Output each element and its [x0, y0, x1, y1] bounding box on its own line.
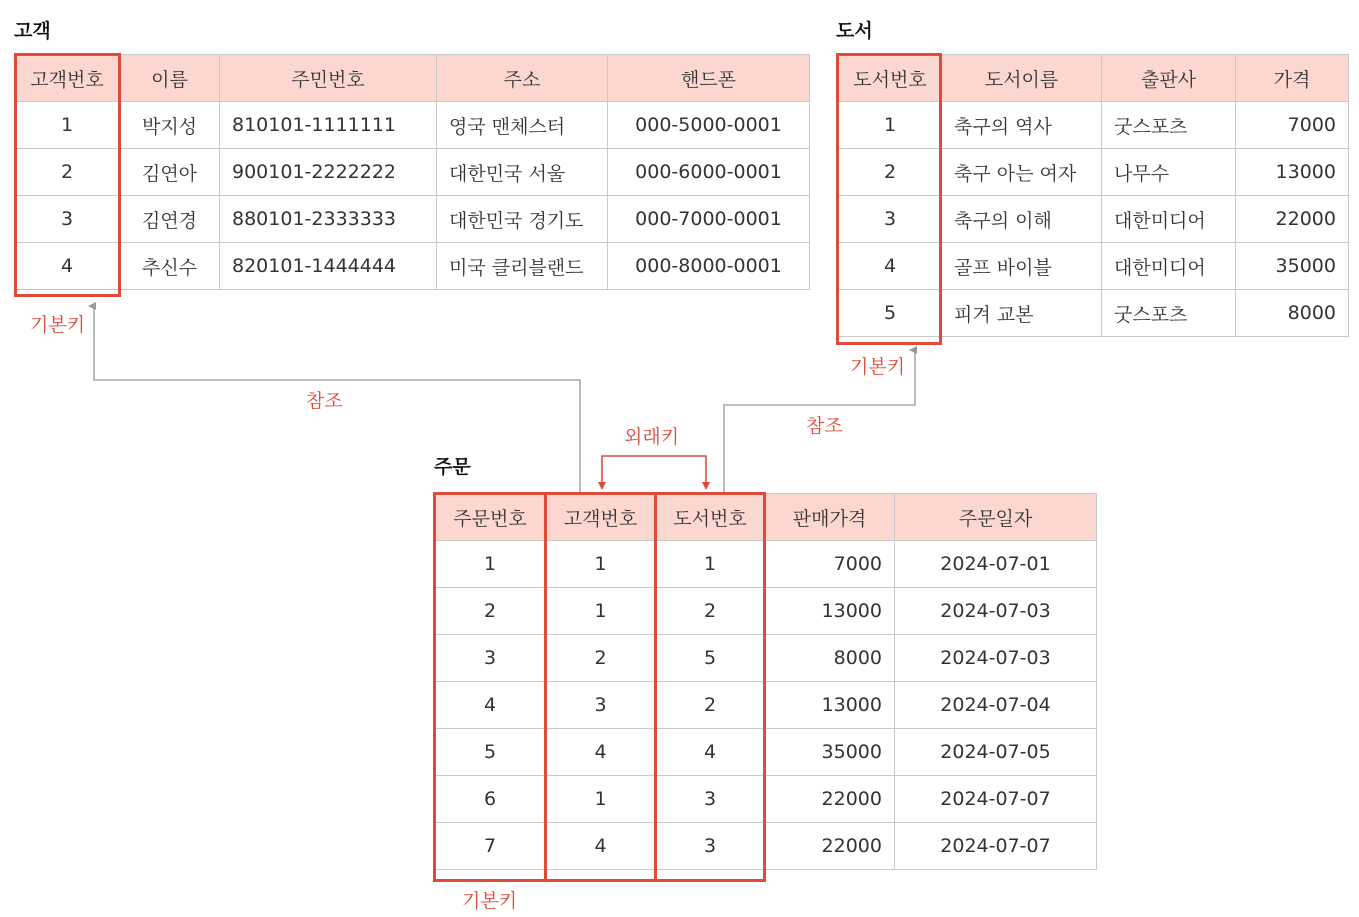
table-cell: 미국 클리블랜드	[437, 243, 608, 290]
table-row	[435, 541, 1097, 588]
column-header: 이름	[120, 55, 220, 102]
table-cell: 축구의 역사	[942, 102, 1102, 149]
foreign-key-arrow-right	[702, 482, 710, 490]
table-row	[839, 243, 1349, 290]
table-cell: 2	[656, 682, 765, 729]
table-cell: 3	[839, 196, 942, 243]
table-cell: 대한미디어	[1102, 243, 1236, 290]
orders-title: 주문	[434, 456, 471, 478]
table-cell: 4	[15, 243, 120, 290]
foreign-key-arrow-left	[598, 482, 606, 490]
orders-table	[434, 493, 1097, 870]
table-cell: 5	[656, 635, 765, 682]
column-header: 핸드폰	[608, 55, 810, 102]
table-row	[435, 729, 1097, 776]
foreign-key-bracket	[602, 456, 706, 486]
books-title: 도서	[836, 20, 873, 42]
table-cell: 대한민국 경기도	[437, 196, 608, 243]
customers-title: 고객	[14, 20, 51, 42]
table-cell: 2	[546, 635, 656, 682]
table-cell: 2024-07-03	[895, 635, 1097, 682]
table-row	[435, 588, 1097, 635]
table-cell: 굿스포츠	[1102, 102, 1236, 149]
table-cell: 6	[435, 776, 546, 823]
column-header: 가격	[1236, 55, 1349, 102]
table-row	[15, 102, 810, 149]
table-row	[435, 776, 1097, 823]
table-cell: 2024-07-03	[895, 588, 1097, 635]
table-cell: 1	[656, 541, 765, 588]
table-cell: 900101-2222222	[220, 149, 437, 196]
table-cell: 13000	[1236, 149, 1349, 196]
table-row	[15, 243, 810, 290]
table-cell: 880101-2333333	[220, 196, 437, 243]
table-row	[839, 102, 1349, 149]
table-row	[15, 196, 810, 243]
table-cell: 2	[656, 588, 765, 635]
table-cell: 2024-07-01	[895, 541, 1097, 588]
table-cell: 000-8000-0001	[608, 243, 810, 290]
table-row	[435, 682, 1097, 729]
column-header: 주민번호	[220, 55, 437, 102]
table-cell: 골프 바이블	[942, 243, 1102, 290]
table-cell: 3	[435, 635, 546, 682]
column-header: 도서번호	[656, 494, 765, 541]
table-cell: 추신수	[120, 243, 220, 290]
table-cell: 810101-1111111	[220, 102, 437, 149]
customers-table	[14, 54, 810, 290]
table-row	[15, 149, 810, 196]
book-reference-label: 참조	[806, 415, 843, 437]
table-cell: 2024-07-04	[895, 682, 1097, 729]
table-cell: 대한미디어	[1102, 196, 1236, 243]
table-cell: 나무수	[1102, 149, 1236, 196]
table-cell: 2	[839, 149, 942, 196]
table-row	[839, 290, 1349, 337]
table-cell: 8000	[1236, 290, 1349, 337]
column-header: 판매가격	[765, 494, 895, 541]
table-cell: 2024-07-05	[895, 729, 1097, 776]
table-cell: 1	[546, 588, 656, 635]
order-primary-key-label: 기본키	[462, 890, 518, 912]
table-cell: 피겨 교본	[942, 290, 1102, 337]
table-cell: 7000	[765, 541, 895, 588]
column-header: 고객번호	[15, 55, 120, 102]
column-header: 고객번호	[546, 494, 656, 541]
book-primary-key-label: 기본키	[850, 356, 906, 378]
table-row	[435, 823, 1097, 870]
table-cell: 22000	[765, 776, 895, 823]
table-cell: 1	[839, 102, 942, 149]
table-cell: 1	[15, 102, 120, 149]
customer-reference-label: 참조	[306, 390, 343, 412]
column-header: 주문번호	[435, 494, 546, 541]
table-cell: 2024-07-07	[895, 776, 1097, 823]
table-cell: 000-6000-0001	[608, 149, 810, 196]
table-cell: 22000	[765, 823, 895, 870]
table-cell: 2	[15, 149, 120, 196]
table-cell: 4	[656, 729, 765, 776]
column-header: 도서번호	[839, 55, 942, 102]
table-cell: 7	[435, 823, 546, 870]
column-header: 출판사	[1102, 55, 1236, 102]
table-cell: 5	[839, 290, 942, 337]
table-cell: 13000	[765, 682, 895, 729]
table-row	[435, 635, 1097, 682]
table-cell: 8000	[765, 635, 895, 682]
table-cell: 820101-1444444	[220, 243, 437, 290]
table-cell: 축구의 이해	[942, 196, 1102, 243]
books-table	[838, 54, 1349, 337]
table-header-row	[839, 55, 1349, 102]
table-cell: 3	[656, 823, 765, 870]
table-row	[839, 149, 1349, 196]
table-cell: 3	[15, 196, 120, 243]
table-cell: 1	[546, 541, 656, 588]
column-header: 주문일자	[895, 494, 1097, 541]
table-cell: 35000	[765, 729, 895, 776]
table-cell: 000-5000-0001	[608, 102, 810, 149]
table-cell: 영국 맨체스터	[437, 102, 608, 149]
table-cell: 김연경	[120, 196, 220, 243]
table-cell: 대한민국 서울	[437, 149, 608, 196]
table-cell: 1	[435, 541, 546, 588]
foreign-key-label: 외래키	[624, 426, 680, 448]
table-cell: 박지성	[120, 102, 220, 149]
table-cell: 3	[656, 776, 765, 823]
column-header: 주소	[437, 55, 608, 102]
table-cell: 2024-07-07	[895, 823, 1097, 870]
table-cell: 굿스포츠	[1102, 290, 1236, 337]
table-cell: 4	[839, 243, 942, 290]
table-cell: 000-7000-0001	[608, 196, 810, 243]
table-cell: 4	[546, 823, 656, 870]
table-cell: 2	[435, 588, 546, 635]
table-header-row	[435, 494, 1097, 541]
table-cell: 35000	[1236, 243, 1349, 290]
table-cell: 축구 아는 여자	[942, 149, 1102, 196]
table-cell: 7000	[1236, 102, 1349, 149]
column-header: 도서이름	[942, 55, 1102, 102]
table-cell: 4	[546, 729, 656, 776]
table-row	[839, 196, 1349, 243]
table-cell: 5	[435, 729, 546, 776]
table-cell: 1	[546, 776, 656, 823]
customer-primary-key-label: 기본키	[30, 314, 86, 336]
table-cell: 3	[546, 682, 656, 729]
table-header-row	[15, 55, 810, 102]
table-cell: 22000	[1236, 196, 1349, 243]
table-cell: 4	[435, 682, 546, 729]
table-cell: 13000	[765, 588, 895, 635]
table-cell: 김연아	[120, 149, 220, 196]
